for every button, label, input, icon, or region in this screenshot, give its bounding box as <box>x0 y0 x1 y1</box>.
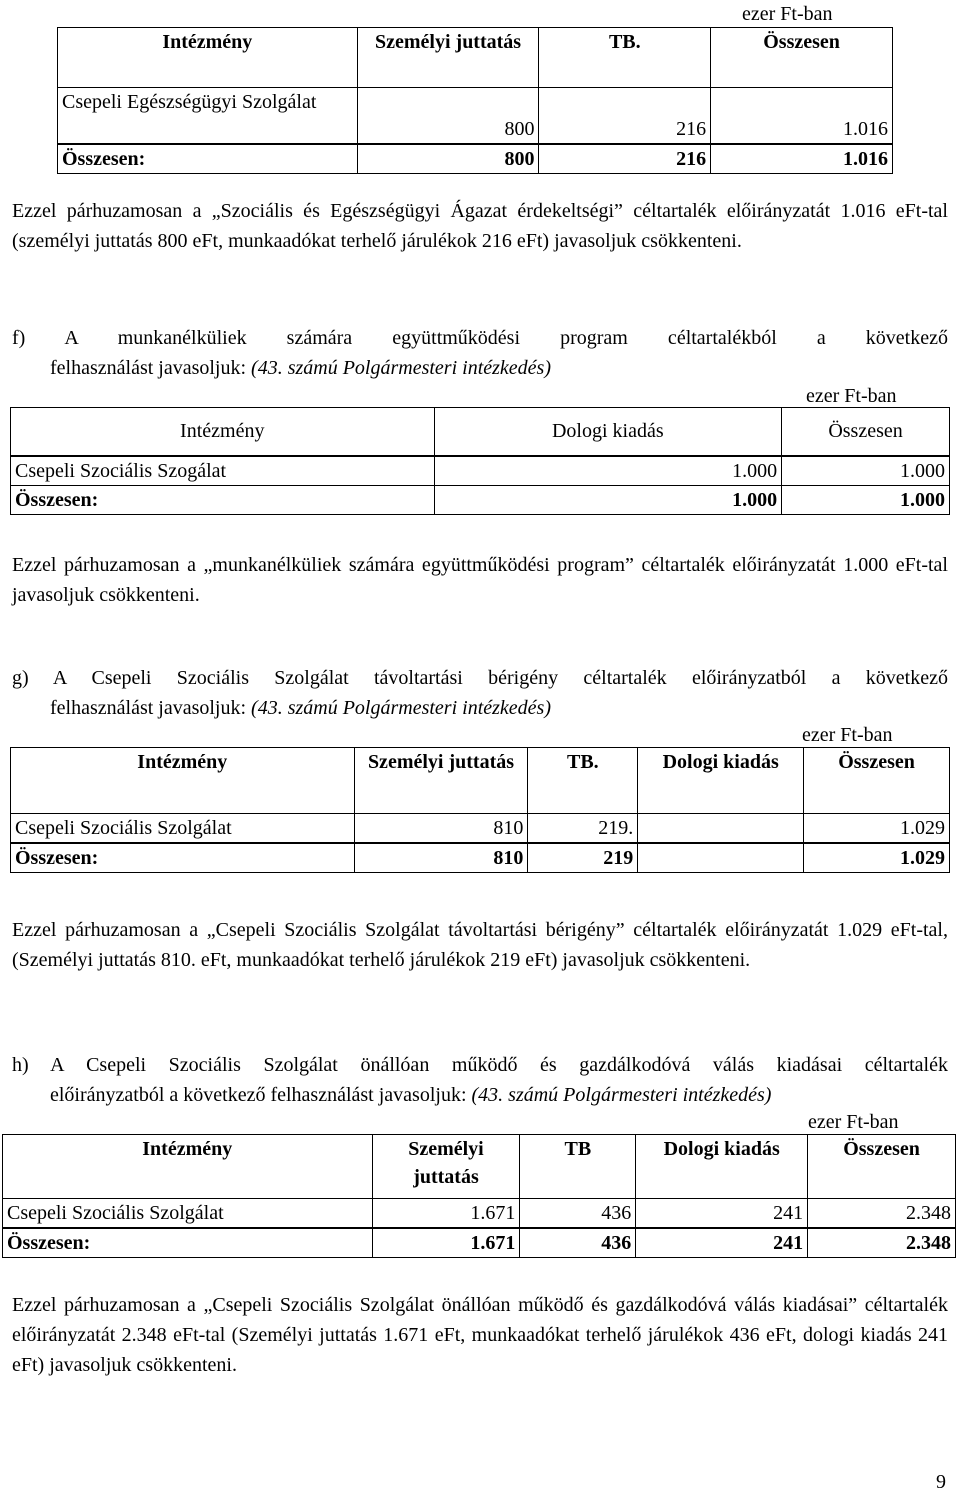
table-4 <box>2 1134 956 1258</box>
table-2 <box>10 407 950 515</box>
item-label: g) <box>12 667 29 689</box>
cell: 800 <box>357 88 539 144</box>
cell: 1.000 <box>434 486 782 515</box>
cell: 436 <box>520 1228 636 1258</box>
col-header: Összesen <box>782 408 950 456</box>
cell: 241 <box>636 1228 808 1258</box>
item-text: A munkanélküliek számára együttműködési program céltartalékból a következő <box>64 327 948 349</box>
cell: 1.671 <box>372 1228 520 1258</box>
cell: 1.671 <box>372 1199 520 1229</box>
cell <box>638 814 804 844</box>
cell: 2.348 <box>808 1199 956 1229</box>
cell: 1.016 <box>711 88 893 144</box>
cell: Csepeli Szociális Szolgálat <box>11 814 355 844</box>
item-h <box>12 1050 948 1110</box>
unit-label: ezer Ft-ban <box>808 1111 899 1133</box>
col-header: Személyi juttatás <box>354 748 528 814</box>
table-row <box>3 1199 956 1229</box>
cell <box>638 843 804 873</box>
table-row <box>58 88 893 144</box>
cell: 219 <box>528 843 638 873</box>
cell: Összesen: <box>11 486 435 515</box>
paragraph-4: Ezzel párhuzamosan a „Csepeli Szociális Szolgálat önállóan működő és gazdálkodóvá válás kiadásai” céltartalék előirányzatát 2.348 eFt-tal (Személyi juttatás 1.671 eFt, munkaadókat terhelő járulékok 436 eFt, dologi kiadás 241 eFt) javasoljuk csökkenteni. <box>12 1294 948 1376</box>
col-header: Összesen <box>808 1135 956 1199</box>
cell: 810 <box>354 843 528 873</box>
cell: 1.016 <box>711 144 893 174</box>
cell: 1.000 <box>782 456 950 486</box>
total-row <box>11 843 950 873</box>
cell: 2.348 <box>808 1228 956 1258</box>
item-reference: (43. számú Polgármesteri intézkedés) <box>251 357 551 379</box>
item-g <box>12 663 948 723</box>
col-header: Dologi kiadás <box>636 1135 808 1199</box>
col-header: Intézmény <box>11 748 355 814</box>
item-label: f) <box>12 327 26 349</box>
item-text: felhasználást javasoljuk: <box>50 697 247 719</box>
item-text: A Csepeli Szociális Szolgálat távoltartási bérigény céltartalék előirányzatból a következő <box>52 667 948 689</box>
paragraph-2: Ezzel párhuzamosan a „munkanélküliek számára együttműködési program” céltartalék előirányzatát 1.000 eFt-tal javasoljuk csökkenteni. <box>12 554 948 606</box>
cell: Összesen: <box>3 1228 373 1258</box>
cell: Csepeli Szociális Szogálat <box>11 456 435 486</box>
unit-label: ezer Ft-ban <box>742 3 833 25</box>
page-number: 9 <box>936 1471 946 1493</box>
table-3 <box>10 747 950 873</box>
cell: 219. <box>528 814 638 844</box>
cell: 436 <box>520 1199 636 1229</box>
cell: Csepeli Szociális Szolgálat <box>3 1199 373 1229</box>
cell: 216 <box>539 88 711 144</box>
table-row <box>11 814 950 844</box>
col-header: Intézmény <box>11 408 435 456</box>
cell: 1.000 <box>782 486 950 515</box>
total-row <box>3 1228 956 1258</box>
item-text: A Csepeli Szociális Szolgálat önállóan működő és gazdálkodóvá válás kiadásai céltartalék <box>50 1054 948 1076</box>
cell: 800 <box>357 144 539 174</box>
paragraph-1: Ezzel párhuzamosan a „Szociális és Egészségügyi Ágazat érdekeltségi” céltartalék előirányzatát 1.016 eFt-tal (személyi juttatás 800 eFt, munkaadókat terhelő járulékok 216 eFt) javasoljuk csökkenteni. <box>12 200 948 252</box>
col-header: Dologi kiadás <box>638 748 804 814</box>
total-row <box>58 144 893 174</box>
unit-label: ezer Ft-ban <box>802 724 893 746</box>
item-f <box>12 323 948 383</box>
col-header: TB. <box>539 28 711 88</box>
cell: 1.029 <box>804 814 950 844</box>
col-header: TB <box>520 1135 636 1199</box>
cell: Összesen: <box>11 843 355 873</box>
cell: 810 <box>354 814 528 844</box>
col-header: Összesen <box>711 28 893 88</box>
item-label: h) <box>12 1054 29 1076</box>
unit-label: ezer Ft-ban <box>806 385 897 407</box>
col-header: Intézmény <box>58 28 358 88</box>
col-header: TB. <box>528 748 638 814</box>
col-header: Dologi kiadás <box>434 408 782 456</box>
item-text: előirányzatból a következő felhasználást javasoljuk: <box>50 1084 467 1106</box>
total-row <box>11 486 950 515</box>
table-row <box>11 456 950 486</box>
cell: 241 <box>636 1199 808 1229</box>
cell: 216 <box>539 144 711 174</box>
paragraph-3: Ezzel párhuzamosan a „Csepeli Szociális Szolgálat távoltartási bérigény” céltartalék előirányzatát 1.029 eFt-tal, (Személyi juttatás 810. eFt, munkaadókat terhelő járulékok 219 eFt) javasoljuk csökkenteni. <box>12 919 948 971</box>
item-reference: (43. számú Polgármesteri intézkedés) <box>471 1084 772 1106</box>
col-header: Intézmény <box>3 1135 373 1199</box>
col-header: Személyi juttatás <box>357 28 539 88</box>
cell: Csepeli Egészségügyi Szolgálat <box>58 88 358 144</box>
item-text: felhasználást javasoljuk: <box>50 357 247 379</box>
col-header: Személyi juttatás <box>372 1135 520 1199</box>
cell: 1.029 <box>804 843 950 873</box>
cell: 1.000 <box>434 456 782 486</box>
table-1 <box>57 27 893 174</box>
item-reference: (43. számú Polgármesteri intézkedés) <box>251 697 551 719</box>
col-header: Összesen <box>804 748 950 814</box>
cell: Összesen: <box>58 144 358 174</box>
